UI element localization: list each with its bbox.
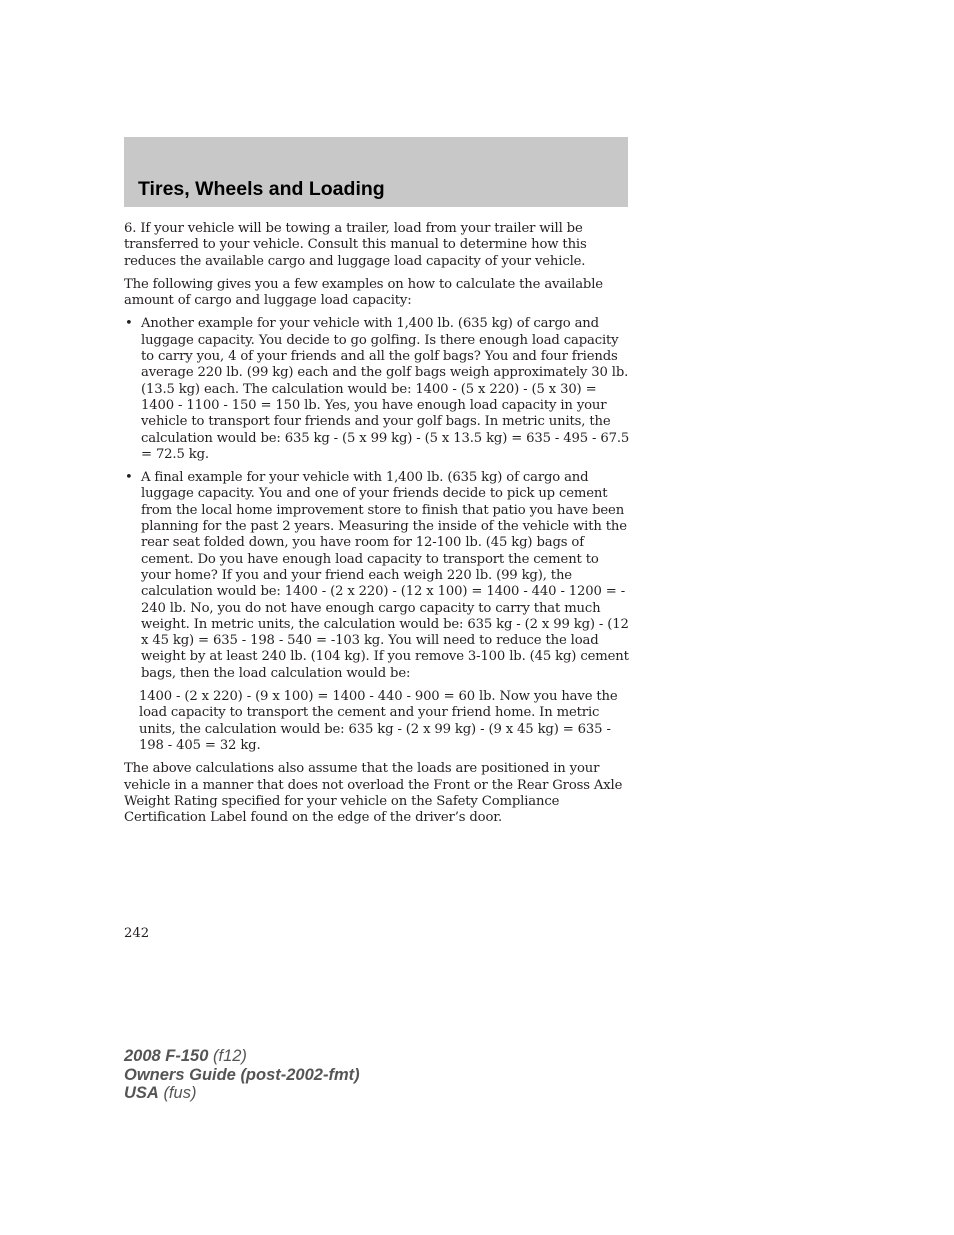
intro-paragraph: The following gives you a few examples on how to calculate the available amount of cargo and luggage load capacity: xyxy=(124,276,603,309)
section-title: Tires, Wheels and Loading xyxy=(138,178,385,200)
footer-market-code: (fus) xyxy=(163,1084,197,1102)
closing-paragraph: The above calculations also assume that the loads are positioned in your vehicle in a manner that does not overload the Front or the Rear Gross Axle Weight Rating specified for your vehicle on the Safety Compliance Certification Label found on the edge of the driver’s door. xyxy=(124,761,623,826)
examples-list xyxy=(124,316,630,682)
footer-line-guide xyxy=(124,1066,360,1085)
footer-line-model xyxy=(124,1047,360,1066)
section-header-band xyxy=(124,137,628,207)
golf-example-text: Another example for your vehicle with 1,400 lb. (635 kg) of cargo and luggage capacity. You decide to go golfing. Is there enough load capacity to carry you, 4 of your friends and all the golf bags? You and four friends average 220 lb. (99 kg) each and the golf bags weigh approximately 30 lb. (13.5 kg) each. The calculation would be: 1400 - (5 x 220) - (5 x 30) = 1400 - 1100 - 150 = 150 lb. Yes, you have enough load capacity in your vehicle to transport four friends and your golf bags. In metric units, the calculation would be: 635 kg - (5 x 99 kg) - (5 x 13.5 kg) = 635 - 495 - 67.5 = 72.5 kg. xyxy=(141,316,630,462)
bullet-icon: • xyxy=(125,470,133,486)
document-footer xyxy=(124,1047,360,1103)
calculation-continuation: 1400 - (2 x 220) - (9 x 100) = 1400 - 440 - 900 = 60 lb. Now you have the load capacity to transport the cement and your friend home. In metric units, the calculation would be: 635 kg - (2 x 99 kg) - (9 x 45 kg) = 635 - 198 - 405 = 32 kg. xyxy=(139,689,618,753)
footer-model-code: (f12) xyxy=(213,1047,247,1065)
list-item xyxy=(124,470,630,682)
footer-line-market xyxy=(124,1084,360,1103)
footer-guide-title: Owners Guide (post-2002-fmt) xyxy=(124,1065,360,1084)
cement-example-text: A final example for your vehicle with 1,400 lb. (635 kg) of cargo and luggage capacity. You and one of your friends decide to pick up cement from the local home improvement store to finish that patio you have been planning for the past 2 years. Measuring the inside of the vehicle with the rear seat folded down, you have room for 12-100 lb. (45 kg) bags of cement. Do you have enough load capacity to transport the cement to your home? If you and your friend each weigh 220 lb. (99 kg), the calculation would be: 1400 - (2 x 220) - (12 x 100) = 1400 - 440 - 1200 = - 240 lb. No, you do not have enough cargo capacity to carry that much weight. In metric units, the calculation would be: 635 kg - (2 x 99 kg) - (12 x 45 kg) = 635 - 198 - 540 = -103 kg. You will need to reduce the load weight by at least 240 lb. (104 kg). If you remove 3-100 lb. (45 kg) cement bags, then the load calculation would be: xyxy=(141,470,629,681)
page-number: 242 xyxy=(124,926,150,941)
footer-market: USA xyxy=(124,1084,159,1102)
bullet-icon: • xyxy=(125,316,133,332)
page-content xyxy=(124,221,630,833)
footer-model: 2008 F-150 xyxy=(124,1047,209,1065)
step-6-paragraph: 6. If your vehicle will be towing a trailer, load from your trailer will be transferred to your vehicle. Consult this manual to determine how this reduces the available cargo and luggage load capacity of your vehicle. xyxy=(124,221,587,269)
list-item xyxy=(124,316,630,463)
